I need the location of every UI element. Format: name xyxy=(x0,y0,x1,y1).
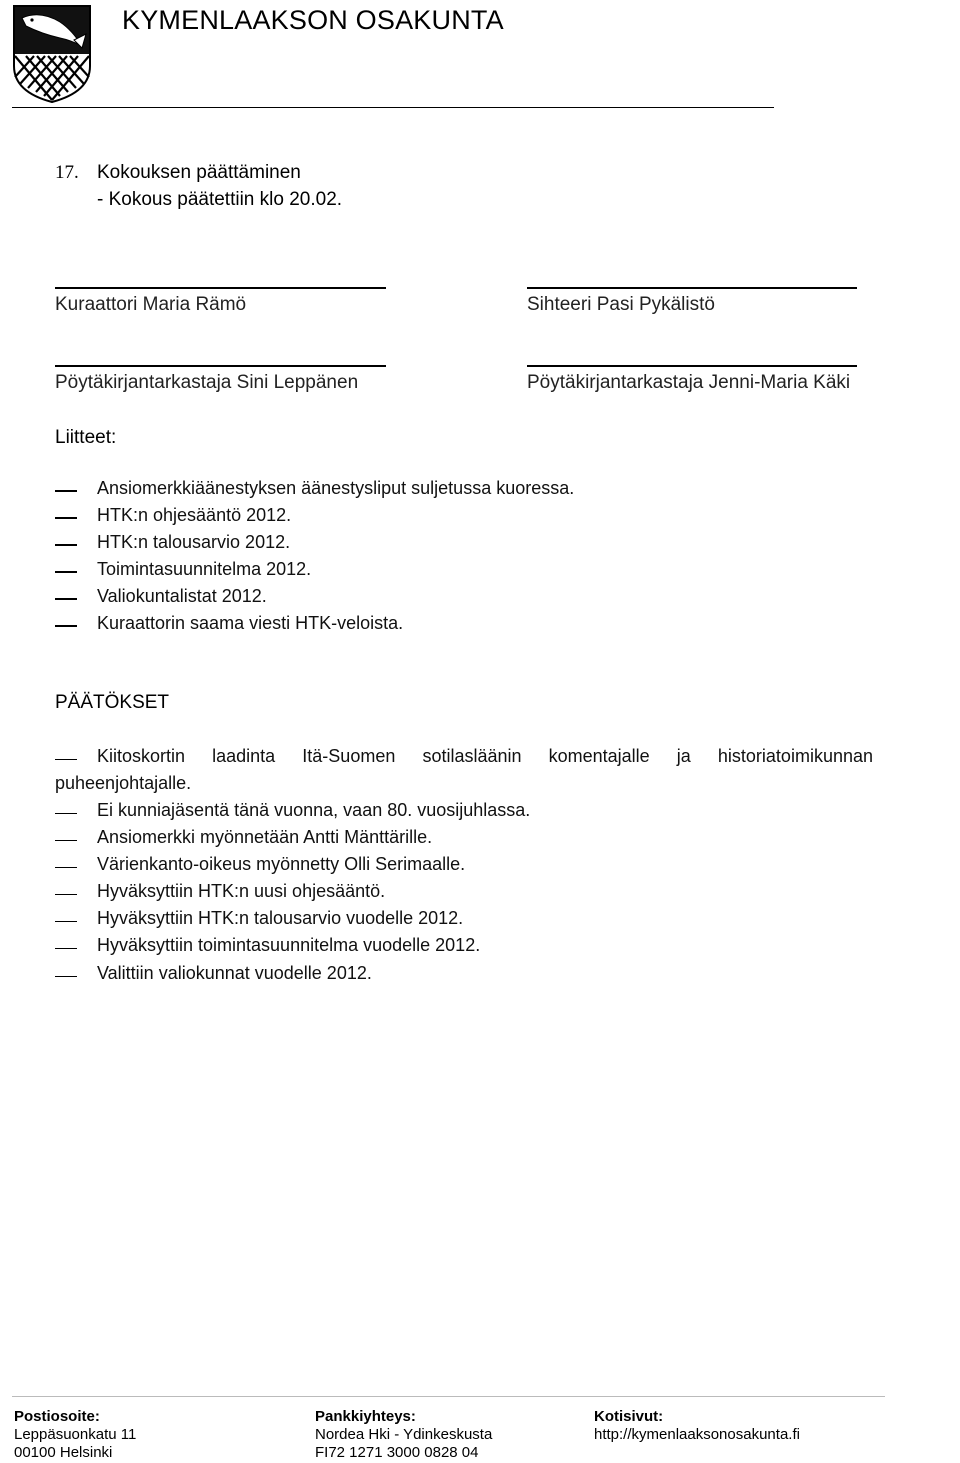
decision-item: Kiitoskortin laadinta Itä-Suomen sotilasläänin komentajalle ja historiatoimikunnan xyxy=(97,746,873,766)
signature-line xyxy=(527,287,857,289)
attachment-item: Valiokuntalistat 2012. xyxy=(97,586,267,606)
footer-address-line: 00100 Helsinki xyxy=(14,1444,113,1461)
list-dash xyxy=(55,598,77,600)
attachment-item: HTK:n talousarvio 2012. xyxy=(97,532,291,552)
footer-address-line: Leppäsuonkatu 11 xyxy=(14,1426,137,1443)
decisions-heading: PÄÄTÖKSET xyxy=(55,692,170,713)
list-dash xyxy=(55,813,77,814)
attachment-item: Ansiomerkkiäänestyksen äänestysliput suljetussa kuoressa. xyxy=(97,478,575,498)
signature-name: Pöytäkirjantarkastaja Jenni-Maria Käki xyxy=(527,372,851,393)
signature-line xyxy=(55,287,386,289)
footer-address-heading: Postiosoite: xyxy=(14,1408,100,1425)
decision-item: Ei kunniajäsentä tänä vuonna, vaan 80. vuosijuhlassa. xyxy=(97,800,531,820)
section-number: 17. xyxy=(55,162,79,183)
list-dash xyxy=(55,571,77,573)
decision-item: Hyväksyttiin HTK:n uusi ohjesääntö. xyxy=(97,881,386,901)
organization-title: KYMENLAAKSON OSAKUNTA xyxy=(122,5,504,35)
list-dash xyxy=(55,894,77,895)
attachment-item: Toimintasuunnitelma 2012. xyxy=(97,559,312,579)
attachment-item: HTK:n ohjesääntö 2012. xyxy=(97,505,292,525)
footer-web-heading: Kotisivut: xyxy=(594,1408,664,1425)
footer-bank-line: FI72 1271 3000 0828 04 xyxy=(315,1444,479,1461)
signature-name: Pöytäkirjantarkastaja Sini Leppänen xyxy=(55,372,359,393)
list-dash xyxy=(55,867,77,868)
coat-of-arms-logo xyxy=(12,4,92,104)
list-dash xyxy=(55,921,77,922)
header-divider xyxy=(12,107,774,108)
list-dash xyxy=(55,625,77,627)
list-dash xyxy=(55,840,77,841)
list-dash xyxy=(55,948,77,949)
decision-item: Värienkanto-oikeus myönnetty Olli Serimaalle. xyxy=(97,854,466,874)
coat-of-arms-icon xyxy=(12,4,92,104)
attachments-heading: Liitteet: xyxy=(55,427,117,448)
footer-divider xyxy=(12,1396,885,1397)
decision-item: Ansiomerkki myönnetään Antti Mänttärille. xyxy=(97,827,433,847)
section-note: - Kokous päätettiin klo 20.02. xyxy=(97,189,343,210)
section-title: Kokouksen päättäminen xyxy=(97,162,301,183)
list-dash xyxy=(55,544,77,546)
decision-item: Hyväksyttiin HTK:n talousarvio vuodelle 2012. xyxy=(97,908,464,928)
footer-bank-heading: Pankkiyhteys: xyxy=(315,1408,416,1425)
decision-item-continued: puheenjohtajalle. xyxy=(55,773,192,793)
decision-item: Valittiin valiokunnat vuodelle 2012. xyxy=(97,963,372,983)
list-dash xyxy=(55,976,77,977)
list-dash xyxy=(55,759,77,760)
attachment-item: Kuraattorin saama viesti HTK-veloista. xyxy=(97,613,404,633)
footer-bank-line: Nordea Hki - Ydinkeskusta xyxy=(315,1426,493,1443)
signature-name: Kuraattori Maria Rämö xyxy=(55,294,247,315)
signature-line xyxy=(527,365,857,367)
footer-website-link[interactable]: http://kymenlaaksonosakunta.fi xyxy=(594,1426,800,1443)
signature-name: Sihteeri Pasi Pykälistö xyxy=(527,294,715,315)
list-dash xyxy=(55,490,77,492)
list-dash xyxy=(55,517,77,519)
signature-line xyxy=(55,365,386,367)
decision-item: Hyväksyttiin toimintasuunnitelma vuodelle 2012. xyxy=(97,935,481,955)
